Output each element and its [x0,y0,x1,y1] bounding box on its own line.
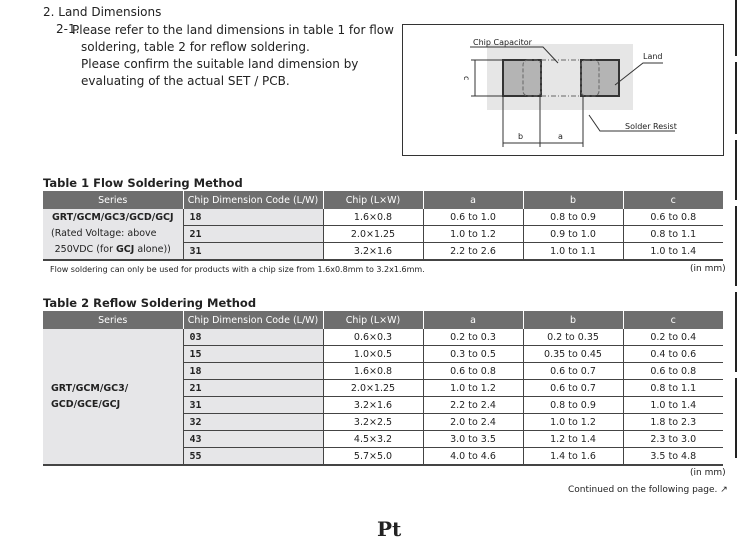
series-text: 250VDC (for [54,244,116,255]
table1 [43,191,723,261]
chip-cell: 2.0×1.25 [323,380,423,397]
page-edge-bar [735,378,737,458]
code-cell: 55 [183,448,323,466]
b-cell: 0.8 to 0.9 [523,397,623,414]
header-c: c [623,191,723,209]
subsection-line: soldering, table 2 for reflow soldering. [81,40,310,54]
header-series: Series [43,311,183,329]
c-cell: 1.8 to 2.3 [623,414,723,431]
series-text: alone)) [134,244,171,255]
table1-note: Flow soldering can only be used for products with a chip size from 1.6x0.8mm to 3.2x1.6mm. [50,265,425,274]
table2-title: Table 2 Reflow Soldering Method [43,296,257,310]
label-land: Land [643,52,663,61]
section-title: 2. Land Dimensions [43,5,162,19]
code-cell: 03 [183,329,323,346]
header-c: c [623,311,723,329]
code-cell: 18 [183,363,323,380]
b-cell: 0.6 to 0.7 [523,380,623,397]
subsection-line: Please refer to the land dimensions in table 1 for flow [72,23,394,37]
chip-cell: 1.0×0.5 [323,346,423,363]
code-cell: 43 [183,431,323,448]
c-cell: 0.4 to 0.6 [623,346,723,363]
a-cell: 0.6 to 1.0 [423,209,523,226]
b-cell: 1.4 to 1.6 [523,448,623,466]
label-chip-capacitor: Chip Capacitor [473,38,532,47]
cutoff-heading: Pt [377,517,402,541]
chip-cell: 0.6×0.3 [323,329,423,346]
a-cell: 3.0 to 3.5 [423,431,523,448]
header-code: Chip Dimension Code (L/W) [183,191,323,209]
c-cell: 1.0 to 1.4 [623,397,723,414]
chip-cell: 4.5×3.2 [323,431,423,448]
series-line: GCD/GCE/GCJ [51,398,121,410]
land-diagram-svg [403,25,725,157]
header-a: a [423,191,523,209]
c-cell: 0.6 to 0.8 [623,363,723,380]
series-line: GRT/GCM/GC3/ [51,382,129,394]
c-cell: 0.8 to 1.1 [623,380,723,397]
b-cell: 0.9 to 1.0 [523,226,623,243]
header-series: Series [43,191,183,209]
header-chip: Chip (L×W) [323,311,423,329]
arrow-up-right-icon: ↗ [720,485,728,495]
chip-cell: 1.6×0.8 [323,209,423,226]
code-cell: 32 [183,414,323,431]
table-row [43,209,723,226]
chip-cell: 2.0×1.25 [323,226,423,243]
label-dim-a: a [558,132,563,141]
c-cell: 0.2 to 0.4 [623,329,723,346]
series-text: GRT/GCM/GC3/GCD/GCJ [51,212,174,223]
page-edge-bar [735,206,737,286]
a-cell: 2.0 to 2.4 [423,414,523,431]
b-cell: 0.35 to 0.45 [523,346,623,363]
b-cell: 0.2 to 0.35 [523,329,623,346]
page-edge-bar [735,140,737,200]
land-diagram [402,24,724,156]
page-edge-bar [735,62,737,134]
label-solder-resist: Solder Resist [625,122,677,131]
land-right [581,60,619,96]
a-cell: 0.2 to 0.3 [423,329,523,346]
chip-cell: 3.2×1.6 [323,397,423,414]
b-cell: 1.2 to 1.4 [523,431,623,448]
series-text: (Rated Voltage: above [51,228,157,239]
series-cell [43,329,183,465]
table1-unit: (in mm) [690,264,726,274]
header-chip: Chip (L×W) [323,191,423,209]
a-cell: 1.0 to 1.2 [423,226,523,243]
code-cell: 31 [183,397,323,414]
c-cell: 3.5 to 4.8 [623,448,723,466]
series-text: GCJ [116,244,135,255]
code-cell: 18 [183,209,323,226]
continued-note [568,485,728,495]
c-cell: 0.8 to 1.1 [623,226,723,243]
header-a: a [423,311,523,329]
subsection-number: 2-1. [56,22,80,36]
b-cell: 1.0 to 1.1 [523,243,623,261]
subsection-line: evaluating of the actual SET / PCB. [81,74,290,88]
code-cell: 21 [183,226,323,243]
a-cell: 0.3 to 0.5 [423,346,523,363]
a-cell: 4.0 to 4.6 [423,448,523,466]
series-line [43,242,183,258]
label-dim-b: b [518,132,524,141]
a-cell: 2.2 to 2.4 [423,397,523,414]
header-code: Chip Dimension Code (L/W) [183,311,323,329]
table1-title: Table 1 Flow Soldering Method [43,176,243,190]
chip-cell: 3.2×1.6 [323,243,423,261]
table-row [43,329,723,346]
a-cell: 2.2 to 2.6 [423,243,523,261]
continued-text: Continued on the following page. [568,485,718,495]
c-cell: 2.3 to 3.0 [623,431,723,448]
table2-unit: (in mm) [690,468,726,478]
chip-cell: 1.6×0.8 [323,363,423,380]
c-cell: 1.0 to 1.4 [623,243,723,261]
subsection-text [72,22,401,90]
series-cell [43,209,183,260]
land-left [503,60,541,96]
code-cell: 15 [183,346,323,363]
header-b: b [523,311,623,329]
b-cell: 0.6 to 0.7 [523,363,623,380]
page-edge-bar [735,0,737,56]
header-b: b [523,191,623,209]
c-cell: 0.6 to 0.8 [623,209,723,226]
page-edge-bar [735,292,737,372]
chip-cell: 5.7×5.0 [323,448,423,466]
a-cell: 0.6 to 0.8 [423,363,523,380]
b-cell: 0.8 to 0.9 [523,209,623,226]
b-cell: 1.0 to 1.2 [523,414,623,431]
code-cell: 31 [183,243,323,261]
a-cell: 1.0 to 1.2 [423,380,523,397]
label-dim-c: c [462,76,471,81]
chip-cell: 3.2×2.5 [323,414,423,431]
table2 [43,311,723,466]
subsection-line: Please confirm the suitable land dimension by [81,57,359,71]
code-cell: 21 [183,380,323,397]
